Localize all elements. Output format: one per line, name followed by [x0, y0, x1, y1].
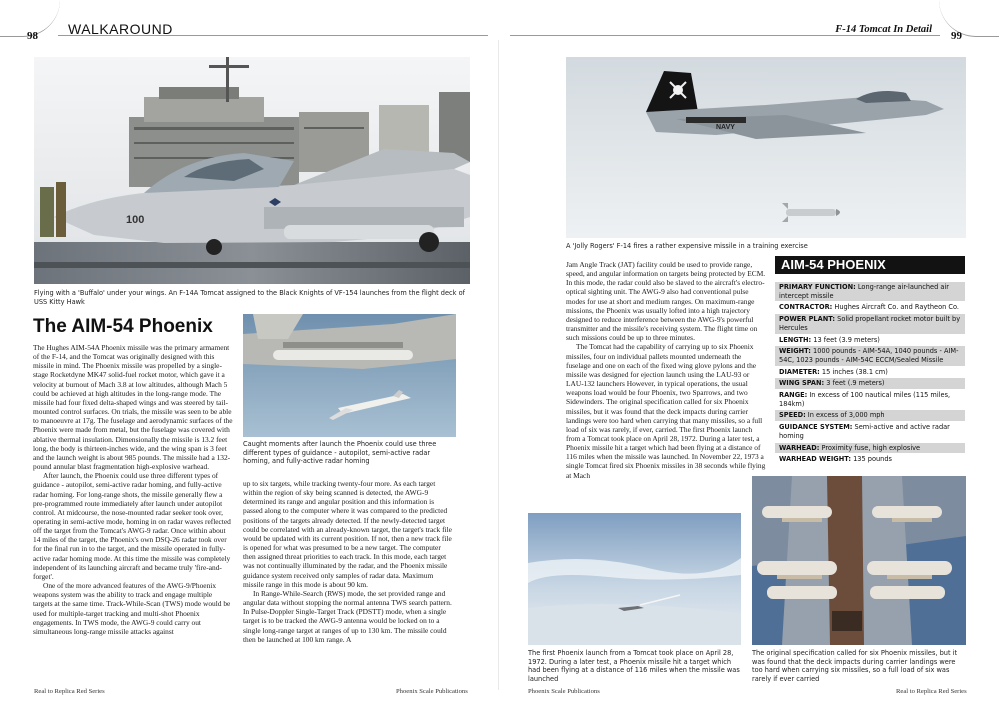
- spec-value: Solid propellant rocket motor built by Hercules: [779, 315, 961, 332]
- spec-label: LENGTH:: [779, 335, 812, 344]
- photo-six-missiles: [752, 476, 966, 645]
- paragraph: Jam Angle Track (JAT) facility could be used to provide range, speed, and angular information on targets being protected by ECM. In this mode, the radar could also be slaved to the aircraft's electro-optical sighting unit. The AWG-9 also had conventional pulse modes for use at short and medium ranges. On maximum-range missions, the Phoenix was usually lofted into a high trajectory designed to reduce interference between the AWG-9's powerful transmitter and the missile's receiving system. The flight time on such missions could be up to three minutes.: [566, 260, 766, 343]
- spec-value: Proximity fuse, high explosive: [819, 443, 921, 452]
- spec-box-title: AIM-54 PHOENIX: [775, 256, 965, 274]
- spec-value: 135 pounds: [851, 455, 892, 464]
- caption-six-missiles: The original specification called for six Phoenix missiles, but it was found that the deck impacts during carrier landings were too hard when carrying six missiles, so a full load of six was rarely if ever carried: [752, 649, 958, 683]
- spec-label: WARHEAD WEIGHT:: [779, 455, 851, 464]
- spec-row: [775, 410, 965, 421]
- spec-row: [775, 282, 965, 301]
- spec-label: WARHEAD:: [779, 443, 820, 452]
- footer-left-publisher: Phoenix Scale Publications: [396, 688, 468, 695]
- paragraph: One of the more advanced features of the AWG-9/Phoenix weapons system was the ability to track and engage multiple targets at the same time. Track-While-Scan (TWS) mode would be used for multiple-target tracking and multi-shot Phoenix engagements. In TWS mode, the AWG-9 could carry out simultaneous long-range missile attacks against: [33, 581, 231, 636]
- spec-row: [775, 346, 965, 365]
- svg-text:100: 100: [126, 214, 145, 226]
- spec-value: Long-range air-launched air intercept missile: [779, 283, 949, 300]
- caption-jolly-rogers: A 'Jolly Rogers' F-14 fires a rather expensive missile in a training exercise: [566, 242, 808, 250]
- article-column-1: [33, 343, 233, 636]
- header-rule-right-curve: [939, 0, 999, 37]
- article-column-2: [243, 479, 455, 644]
- spec-value: In excess of 3,000 mph: [805, 411, 885, 420]
- svg-text:NAVY: NAVY: [716, 124, 735, 131]
- left-page-number: 98: [27, 30, 38, 42]
- article-column-3: [566, 260, 767, 480]
- spec-row: [775, 390, 965, 409]
- caption-first-launch: The first Phoenix launch from a Tomcat took place on April 28, 1972. During a later test, a Phoenix missile hit a target which had been flying at a distance of 116 miles when the missile was launched: [528, 649, 740, 683]
- spec-value: 3 feet (.9 meters): [824, 379, 885, 388]
- footer-right-series: Real to Replica Red Series: [896, 688, 967, 695]
- spec-row: [775, 422, 965, 441]
- spec-row: [775, 302, 965, 313]
- photo-carrier-launch: [34, 57, 470, 284]
- spec-label: WING SPAN:: [779, 379, 825, 388]
- book-title: F-14 Tomcat In Detail: [835, 24, 932, 35]
- spec-row: [775, 454, 965, 465]
- spec-table: [775, 282, 965, 466]
- spec-row: [775, 314, 965, 333]
- caption-phoenix-guidance: Caught moments after launch the Phoenix could use three different types of guidance - autopilot, semi-active radar homing, and fully-active radar homing: [243, 440, 437, 466]
- spec-row: [775, 378, 965, 389]
- spec-row: [775, 335, 965, 346]
- spec-value: 1000 pounds - AIM-54A, 1040 pounds - AIM-54C, 1023 pounds - AIM-54C ECCM/Sealed Missile: [779, 347, 959, 364]
- spec-value: Semi-active and active radar homing: [779, 423, 950, 440]
- paragraph: The Hughes AIM-54A Phoenix missile was the primary armament of the F-14, and the Tomcat was originally designed with this missile in mind. The Phoenix missile was propelled by a single-stage Rocketdyne MK47 solid-fuel rocket motor, which gave it a velocity at burnout of Mach 3.8 at low altitudes, although Mach 5 could be achieved at high altitudes in the long-range mode. The missile had four fixed delta-shaped wings and was steered by tail-mounted control surfaces. On trials, the missile was seen to be able to manoeuvre at 17g. The fuselage and aerodynamic surfaces of the Phoenix were made from metal, but the fuselage was covered with ablative thermal insulation. Dimensionally the missile is 13.2 feet long, the body is thirteen-inches wide, and the wing span is 3 feet and the launch weight is about 985 pounds. The missile had a 132-pound annular blast fragmentation high-explosive warhead.: [33, 343, 233, 472]
- spec-label: SPEED:: [779, 411, 806, 420]
- spec-label: WEIGHT:: [779, 347, 811, 356]
- spec-value: 13 feet (3.9 meters): [811, 335, 880, 344]
- spec-row: [775, 443, 965, 454]
- section-title: WALKAROUND: [68, 21, 173, 37]
- footer-left-series: Real to Replica Red Series: [34, 688, 105, 695]
- spec-row: [775, 367, 965, 378]
- spec-value: In excess of 100 nautical miles (115 miles, 184km): [779, 391, 951, 408]
- paragraph: up to six targets, while tracking twenty-four more. As each target within the region of sky being scanned is detected, the AWG-9 determined its range and angular position and this information is passed along to the computer where it was compared to the predicted positions of the targets already detected. If the newly-detected target could be correlated with an already-known target, the target's track file would be updated with its current position. If not, then a new track file is opened for what was presumed to be a new target. The computer then assigned threat priorities to each track. In this mode, each target was not continually illuminated by the radar, and the Phoenix missile guidance system received only samples of radar data. Maximum missile range in this mode is about 90 km.: [243, 479, 452, 589]
- spec-label: POWER PLANT:: [779, 315, 836, 324]
- photo-phoenix-guidance: [243, 314, 456, 437]
- spec-label: GUIDANCE SYSTEM:: [779, 423, 853, 432]
- spec-label: DIAMETER:: [779, 367, 820, 376]
- photo-jolly-rogers: [566, 57, 966, 238]
- spec-label: CONTRACTOR:: [779, 303, 833, 312]
- paragraph: After launch, the Phoenix could use three different types of guidance - autopilot, semi-active radar homing, and fully-active radar homing. For long-range shots, the missile generally flew a pre-programmed route immediately after launch under autopilot control. At midcourse, the nose-mounted radar seeker took over, operating in semi-active mode, homing in on radar waves reflected off the target from the Tomcat's AWG-9 radar. Once within about 14 miles of the target, the Phoenix's own DSQ-26 radar took over for the final run in to the target, and the missile operated in fully-active radar homing mode. At this time the missile was completely independent of its launching aircraft and became truly 'fire-and-forget'.: [33, 471, 231, 581]
- caption-carrier-launch: Flying with a 'Buffalo' under your wings. An F-14A Tomcat assigned to the Black Knights of VF-154 launches from the flight deck of USS Kitty Hawk: [34, 289, 465, 306]
- article-title: The AIM-54 Phoenix: [33, 316, 213, 337]
- paragraph: The Tomcat had the capability of carrying up to six Phoenix missiles, four on individual pallets mounted underneath the fuselage and one on each of the fixed wing glove pylons and the missile was designed for ejection launch using the LAU-93 or LAU-132 launchers However, in typical operations, the usual weapons load would be four Phoenix, two Sparrows, and two Sidewinders. The original specification called for six Phoenix missiles, but it was found that the deck impacts during carrier landings were too hard when carrying that many missiles, so a full load of six was rarely, if ever, carried. The first Phoenix launch from a Tomcat took place on April 28, 1972. During a later test, a Phoenix missile hit a target which had been flying at a distance of 116 miles when the missile was launched. In November 22, 1973 a single Tomcat fired six Phoenix missiles in 38 seconds while flying at Mach: [566, 342, 766, 480]
- spec-value: 15 inches (38.1 cm): [819, 367, 888, 376]
- spec-label: RANGE:: [779, 391, 808, 400]
- page-spine: [498, 40, 499, 690]
- spec-label: PRIMARY FUNCTION:: [779, 283, 856, 291]
- spec-value: Hughes Aircraft Co. and Raytheon Co.: [832, 303, 960, 312]
- paragraph: In Range-While-Search (RWS) mode, the set provided range and angular data without stopping the normal antenna TWS search pattern. In Pulse-Doppler Single-Target Track (PDSTT) mode, when a single target is to be tracked the AWG-9 antenna would be locked on to a single long-range target at ranges of up to 130 km. The missile could then be launched at 100 km range. A: [243, 588, 452, 644]
- right-page-number: 99: [951, 30, 962, 42]
- photo-first-launch: [528, 513, 741, 645]
- header-rule-right: [510, 35, 940, 36]
- footer-right-publisher: Phoenix Scale Publications: [528, 688, 600, 695]
